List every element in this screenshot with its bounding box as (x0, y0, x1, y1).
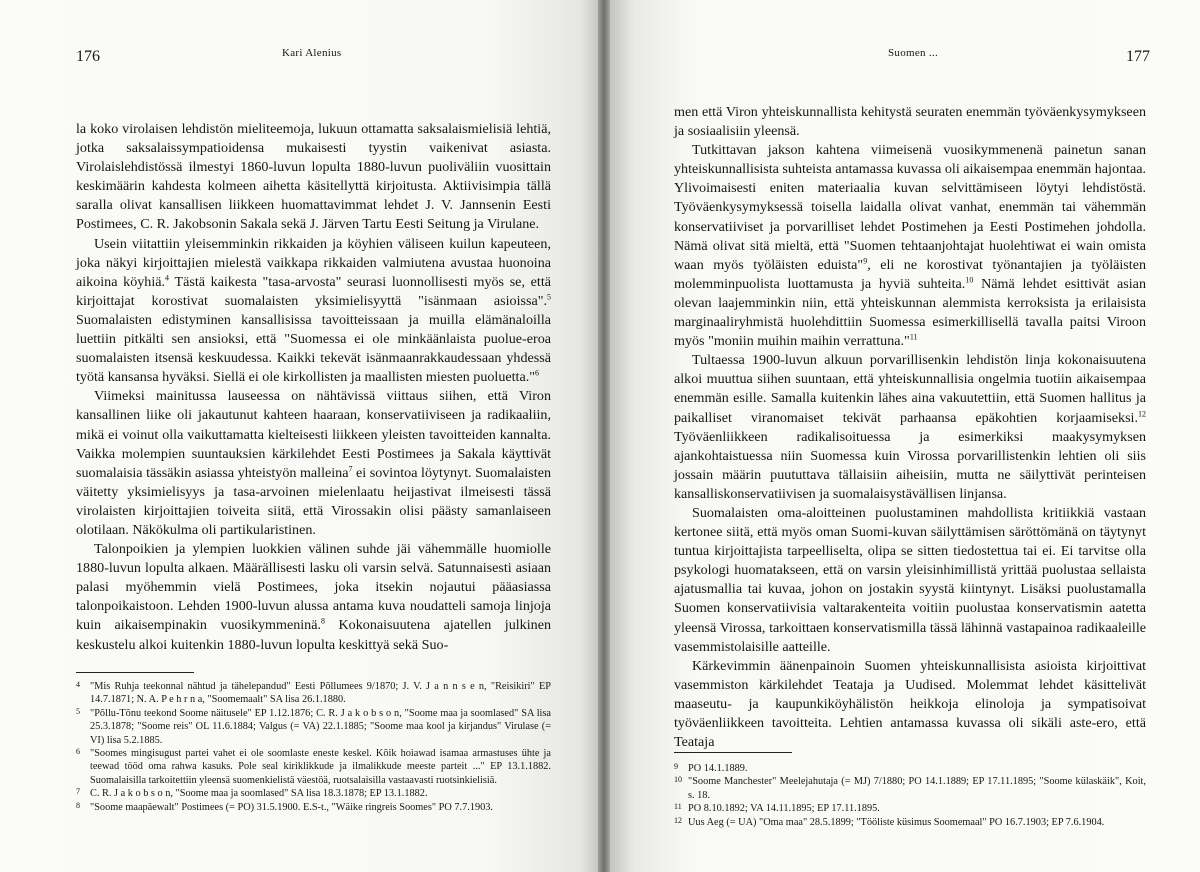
footnote-divider (674, 752, 792, 753)
footnotes (674, 762, 1146, 829)
paragraph: Viimeksi mainitussa lauseessa on nähtävissä viittaus siihen, että Viron kansallinen liike oli jakautunut kahteen haaraan, konservatiiviseen ja radikaaliin, mikä ei voinut olla vaikuttamatta kielteisesti liikkeen yleisten tavoitteiden kannalta. Vaikka molempien suuntauksien kärkilehdet Eesti Postimees ja Sakala käyttivät suomalaisia tässäkin asiassa yhteistyön malleina$^7$ ei sovintoa löytynyt. Suomalaisten väitetty yksimielisyys ja tasa-arvoinen mielenlaatu heijastivat ilmeisesti tässä virolaisten kirjoittajien toiveita siitä, että Virossakin olisi päästy samanlaiseen olotilaan. Näkökulma oli partikularistinen. (76, 388, 552, 538)
footnote-ref[interactable]: 6 (535, 368, 539, 378)
paragraph: Tutkittavan jakson kahtena viimeisenä vuosikymmenenä painetun sanan yhteiskunnallisista suhteista antamassa kuvassa oli aikaisempaa enemmän hajontaa. Ylivoimaisesti eniten materiaalia kuvan selvittämiseen löytyi lehdistöstä. Työväenkysymyksessä toisella laidalla olivat vanhat, enemmän tai vähemmän konservatiiviset ja porvarilliset lehdet Postimehen ja Eesti Postimehen johdolla. Nämä olivat sitä mieltä, että "Suomen tehtaanjohtajat huolehtiwat ei wain omista waan myös työläisten eduista"$^9$, eli ne korostivat työnantajien ja työläisten molemminpuolista luottamusta ja hyviä suhteita.$^{10}$ Nämä lehdet esittivät asian olevan laajemminkin niin, että yhteiskunnan alemmista kerroksista ja erilaisista marginaaliryhmistä huolehdittiin Suomessa esimerkillisellä tavalla paitsi Viroon myös "moniin muihin maihin verrattuna."$^{11}$ (674, 142, 1147, 350)
footnote: 4 "Mis Ruhja teekonnal nähtud ja tähelepandud" Eesti Põllumees 9/1870; J. V. J a n n s e n, "Reisikiri" EP 14.7.1871; N. A. P e h r n a, "Soomemaalt" SA lisa 26.1.1880. (76, 680, 551, 706)
footnote: 6 "Soomes mingisugust partei vahet ei ole soomlaste eneste keskel. Kõik hoiawad isamaa armastuses ühte ja teewad tööd oma rahwa kasuks. Pole seal kiriklikkude ja ilmalikkude meeste parteit ..." EP 13.1.1882. Suomalaisilla tarkoitettiin yleensä suomenkielistä väestöä, ruotsalaisilla vastaavasti ruotsinkielisiä. (76, 747, 551, 786)
body-text (76, 120, 551, 655)
footnotes (76, 680, 551, 814)
footnote-ref[interactable]: 9 (863, 256, 868, 266)
footnote-ref[interactable]: 5 (547, 292, 551, 302)
body-text (674, 103, 1146, 752)
footnote: 10 "Soome Manchester" Meelejahutaja (= MJ) 7/1880; PO 14.1.1889; EP 17.11.1895; "Soome külaskäik", Koit, s. 18. (674, 775, 1146, 801)
paragraph: Tultaessa 1900-luvun alkuun porvarillisenkin lehdistön linja kokonaisuutena alkoi muuttua siihen suuntaan, että yhteiskunnallisia ongelmia tuotiin aikaisempaa enemmän esille. Samalla kuitenkin lähes aina vakuutettiin, että Suomen hallitus ja paikalliset viranomaiset tekivät parhaansa epäkohtien korjaamiseksi.$^{12}$ Työväenliikkeen radikalisoituessa ja esimerkiksi maakysymyksen ajankohtaistuessa niin Suomessa kuin Virossa porvarillistenkin lehtien oli siis jossain määrin puututtava tällaisiin aiheisiin, mutta ne säilyttivät perinteisen kansalliskonservatiivisen ja suomalaisystävällisen linjansa. (674, 352, 1146, 502)
footnote-ref[interactable]: 4 (165, 273, 170, 283)
footnote-ref[interactable]: 11 (909, 332, 918, 342)
footnote-divider (76, 672, 194, 673)
footnote-ref[interactable]: 8 (321, 616, 326, 626)
book-gutter (598, 0, 610, 872)
paragraph: Talonpoikien ja ylempien luokkien välinen suhde jäi vähemmälle huomiolle 1880-luvun lopulta alkaen. Määrällisesti lasku oli varsin selvä. Satunnaisesti asiaan palasi myöhemmin vielä Postimees, joka itsekin nojautui pääasiassa talonpoikaistoon. Lehden 1900-luvun alussa antama kuva noudatteli samoja linjoja kuin aikaisempinakin vuosikymmeninä.$^8$ Kokonaisuutena ajatellen julkinen keskustelu alkoi kuitenkin 1880-luvun lopulta keskittyä sekä Suo- (76, 541, 551, 653)
footnote: 11 PO 8.10.1892; VA 14.11.1895; EP 17.11.1895. (674, 802, 880, 815)
paragraph: Suomalaisten oma-aloitteinen puolustaminen mahdollista kritiikkiä vastaan kertonee siitä, että myös oman Suomi-kuvan säilyttämisen säröttömänä on täytynyt tuntua kirjoittajista tarpeelliselta, olipa se sitten tiedostettua tai ei. Ei tarvitse olla psykologi huomatakseen, että on varsin yleisinhimillistä yrittää puolustaa sellaista ajatusmallia tai kuvaa, johon on jostakin syystä kiintynyt. Lisäksi puolustamalla Suomen konservatiivisia valtarakenteita voitiin puolustaa konservatismin aatetta yleensä Virossa, tarkoittaen konservatismilla tässä lähinnä vastapainoa radikaaleille vasemmistolaisille aatteille. (674, 504, 1146, 655)
paragraph: la koko virolaisen lehdistön mieliteemoja, lukuun ottamatta saksalaismielisiä lehtiä, jotka saksalaissympatioidensa mukaisesti tyystin vaikenivat asiasta. Virolaislehdistössä ilmestyi 1860-luvun lopulta 1880-luvun puoliväliin vuosittain keskimäärin kahdesta kolmeen aihetta käsitellyttä kirjoitusta. Aktiivisimpia tällä saralla olivat kansallisen liikkeen huomattavimmat lehdet J. V. Jannsenin Eesti Postimees, C. R. Jakobsonin Sakala sekä J. Järven Tartu Eesti Seitung ja Virulane. (76, 121, 551, 233)
footnote: 7 C. R. J a k o b s o n, "Soome maa ja soomlased" SA lisa 18.3.1878; EP 13.1.1882. (76, 787, 428, 800)
paragraph: men että Viron yhteiskunnallista kehitystä seuraten enemmän työväenkysymykseen ja sosiaalisiin yleensä. (674, 104, 1146, 140)
footnote-ref[interactable]: 12 (1138, 408, 1146, 418)
page-number: 177 (1126, 48, 1150, 65)
footnote-ref[interactable]: 10 (965, 275, 974, 285)
footnote: 12 Uus Aeg (= UA) "Oma maa" 28.5.1899; "Tööliste küsimus Soomemaal" PO 16.7.1903; EP 7.6.1904. (674, 815, 1105, 828)
footnote: 8 "Soome maapäewalt" Postimees (= PO) 31.5.1900. E.S-t., "Wäike ringreis Soomes" PO 7.7.1903. (76, 800, 493, 813)
paragraph: Kärkevimmin äänenpainoin Suomen yhteiskunnallisista asioista kirjoittivat vasemmiston kärkilehdet Teataja ja Uudised. Molemmat lehdet käsittelivät maaseutu- ja kaupunkiköyhälistön heikkoja elinoloja ja sympatisoivat työväenliikkeen tavoitteita. Lehtien antamassa kuvassa oli sikäli aste-ero, että Teataja (674, 657, 1146, 751)
footnote: 5 "Põllu-Tõnu teekond Soome näitusele" EP 1.12.1876; C. R. J a k o b s o n, "Soome maa ja soomlased" SA lisa 25.3.1878; "Soome reis" OL 11.6.1884; Valgus (= VA) 22.1.1885; "Soome maa kool ja kirjandus" Virulase (= VI) lisa 5.2.1885. (76, 706, 551, 746)
paragraph: Usein viitattiin yleisemminkin rikkaiden ja köyhien väliseen kuilun kapeuteen, joka näkyi kirjoittajien mielestä vaikkapa rikkaiden valmiutena avustaa huonoina aikoina köyhiä.$^4$ Tästä kaikesta "tasa-arvosta" seurasi luonnollisesti myös se, että kirjoittajat korostivat suomalaisten yksimielisyyttä "isänmaan asioissa".$^5$ Suomalaisten edistyminen kansallisissa tavoitteissaan ja muilla elämänaloilla luettiin pitkälti sen ansioksi, että "Suomessa ei ole minkäänlaista puolue-eroa suomalaisten itsensä keskuudessa. Kaikki tekevät isänmaanrakkaudessaan yhdessä työtä kansansa hyväksi. Siellä ei ole kirkollisten ja maallisten miesten puoluetta."$^6$ (76, 235, 551, 386)
right-page (604, 0, 1200, 872)
footnote-ref[interactable]: 7 (348, 464, 353, 473)
running-head: Kari Alenius (282, 47, 342, 59)
footnote: 9 PO 14.1.1889. (674, 762, 748, 774)
running-head: Suomen ... (888, 47, 939, 59)
page-number: 176 (76, 48, 100, 65)
